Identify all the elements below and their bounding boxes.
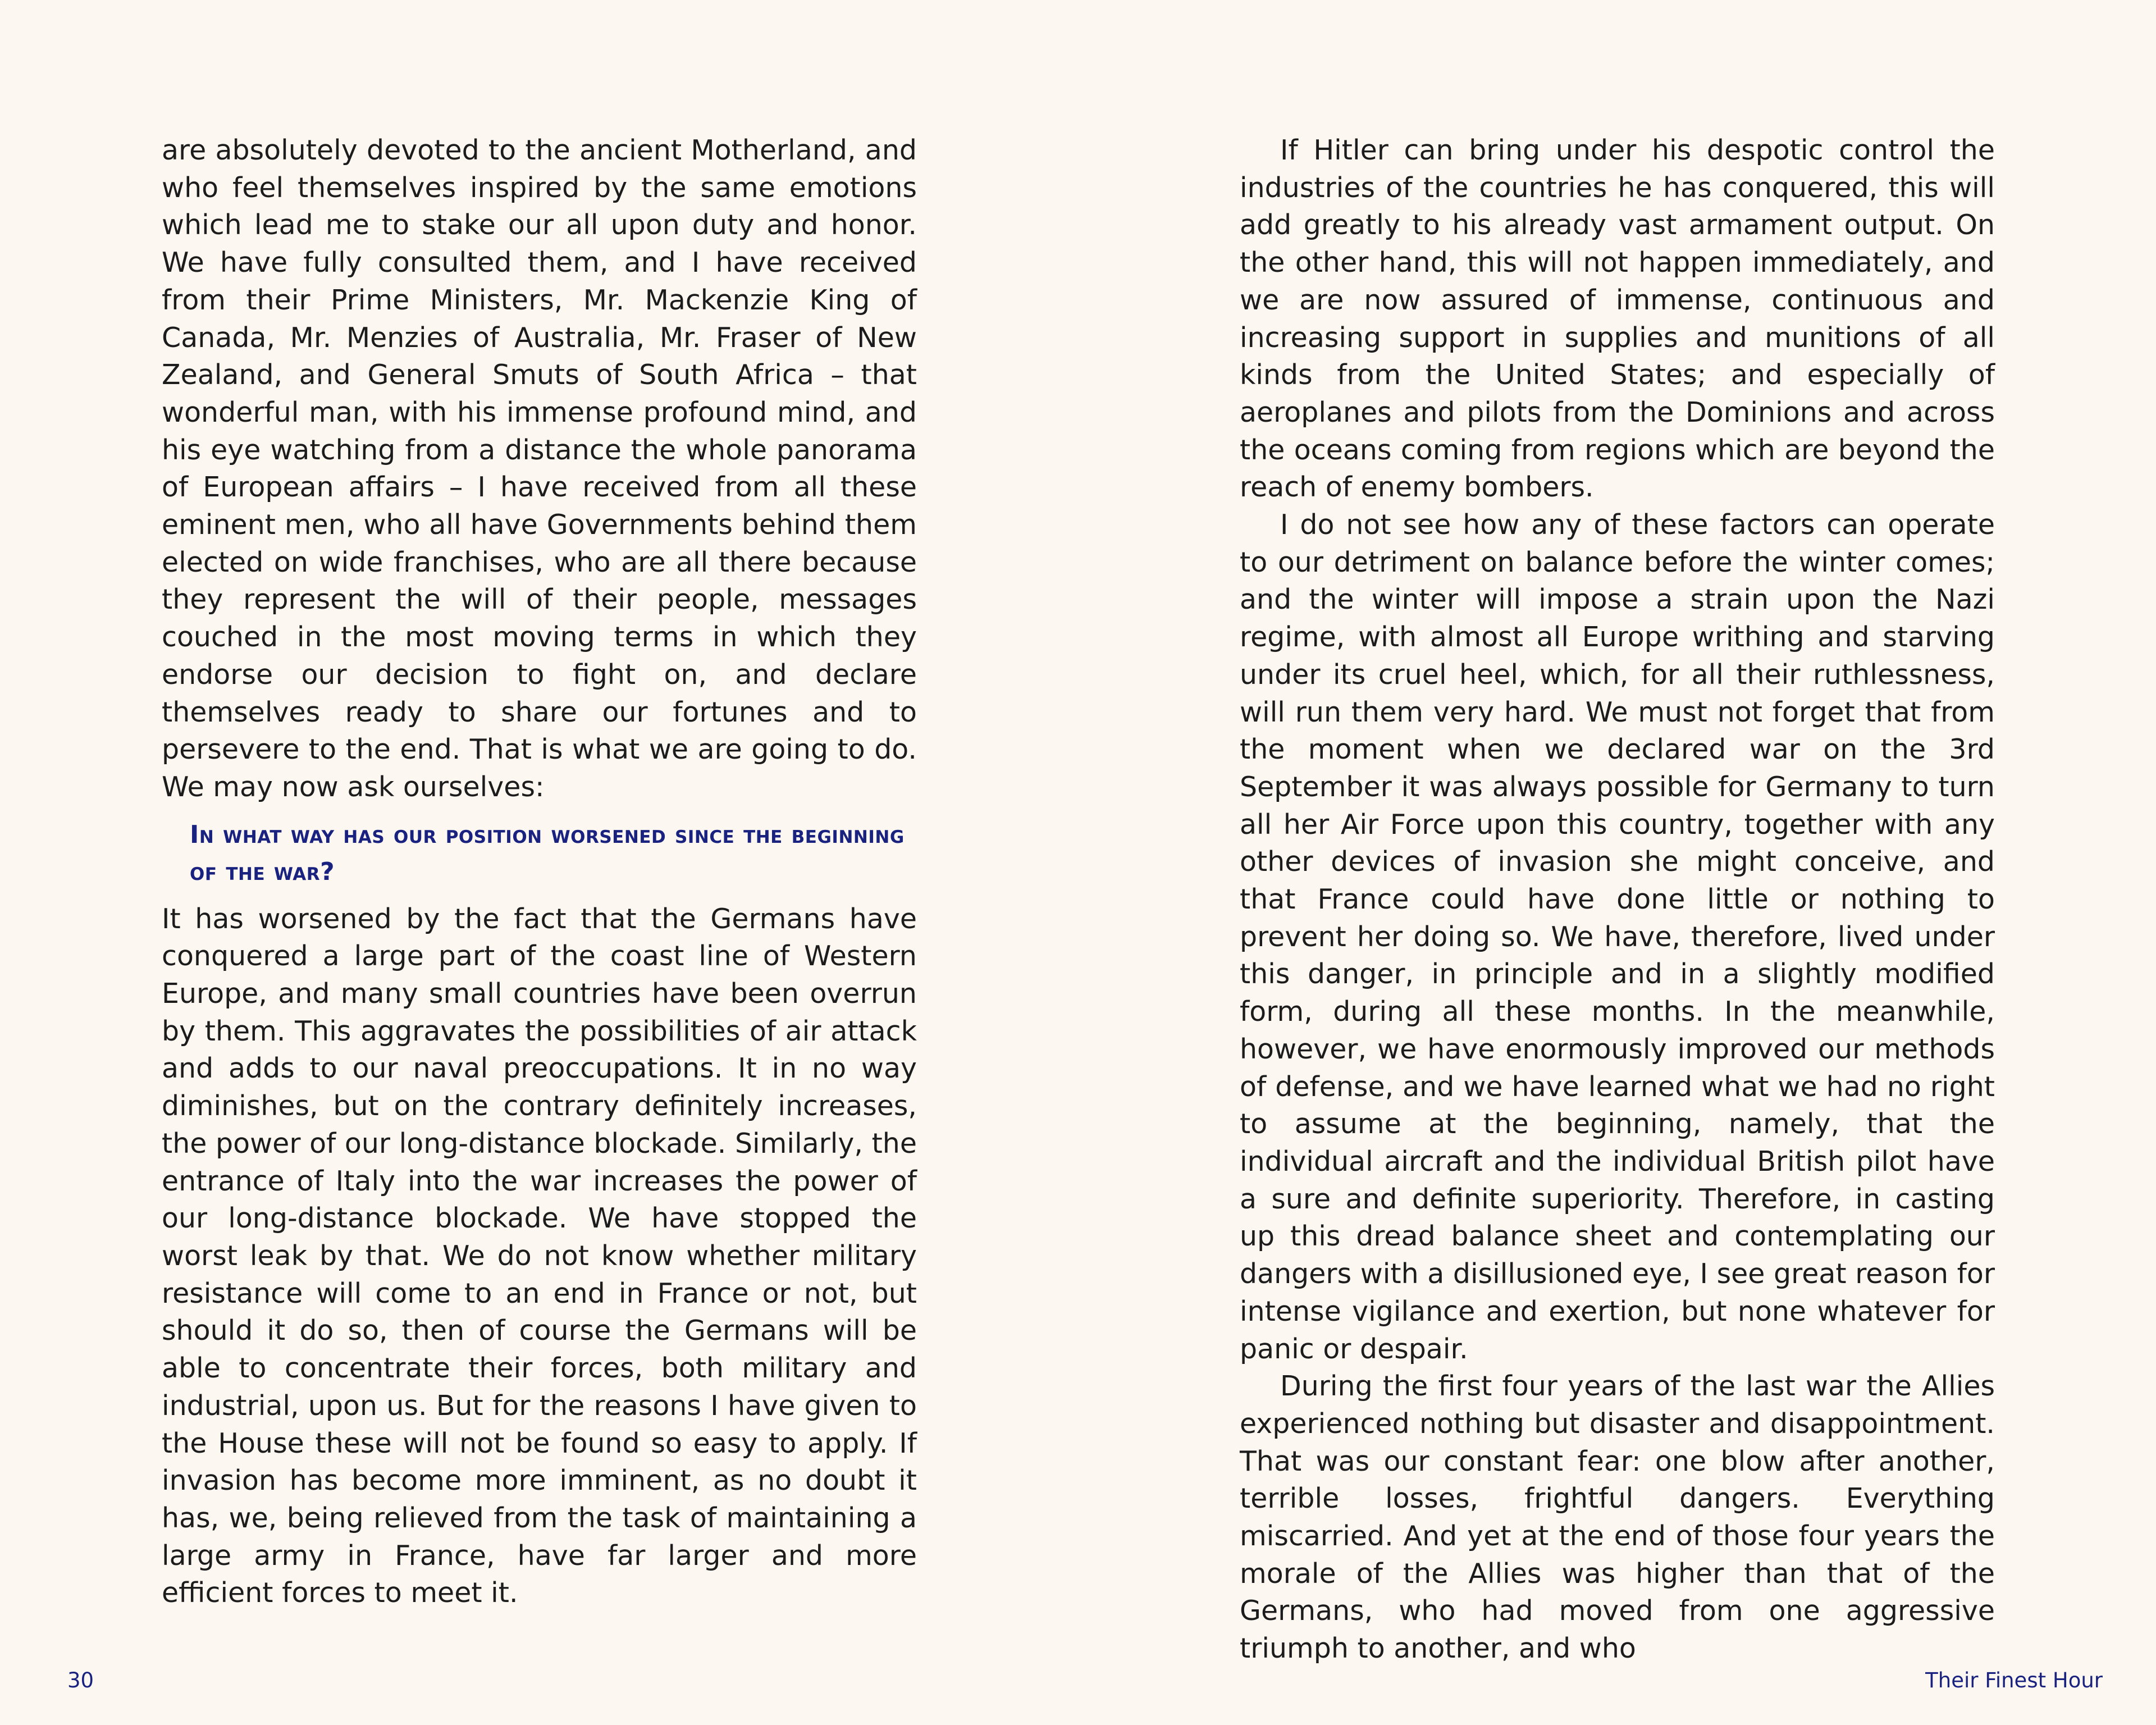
paragraph: I do not see how any of these factors can operate to our detriment on balance before the winter comes; and the winter will impose a strain upon the Nazi regime, with almost all Europe writhing and starving under its cruel heel, which, for all their ruthlessness, will run them very hard. We must not forget that from the moment when we declared war on the 3rd September it was always possible for Germany to turn all her Air Force upon this country, together with any other devices of invasion she might conceive, and that France could have done little or nothing to prevent her doing so. We have, therefore, lived under this danger, in principle and in a slightly modified form, during all these months. In the meanwhile, however, we have enormously improved our methods of defense, and we have learned what we had no right to assume at the beginning, namely, that the individual aircraft and the individual British pilot have a sure and definite superiority. Therefore, in casting up this dread balance sheet and contemplating our dangers with a disillusioned eye, I see great reason for intense vigilance and exertion, but none whatever for panic or despair. bbox=[1240, 509, 1995, 1365]
right-text-column bbox=[1240, 132, 1995, 1668]
paragraph: It has worsened by the fact that the Germans have conquered a large part of the coast line of Western Europe, and many small countries have been overrun by them. This aggravates the possibilities of air attack and adds to our naval preoccupations. It in no way diminishes, but on the contrary definitely increases, the power of our long-distance blockade. Similarly, the entrance of Italy into the war increases the power of our long-distance blockade. We have stopped the worst leak by that. We do not know whether military resistance will come to an end in France or not, but should it do so, then of course the Germans will be able to concentrate their forces, both military and industrial, upon us. But for the reasons I have given to the House these will not be found so easy to apply. If invasion has become more imminent, as no doubt it has, we, being relieved from the task of maintaining a large army in France, have far larger and more efficient forces to meet it. bbox=[162, 902, 917, 1609]
paragraph: During the first four years of the last war the Allies experienced nothing but disaster and disappointment. That was our constant fear: one blow after another, terrible losses, frightful dangers. Everything miscarried. And yet at the end of those four years the morale of the Allies was higher than that of the Germans, who had moved from one aggressive triumph to another, and who bbox=[1240, 1370, 1995, 1665]
left-text-column bbox=[162, 132, 917, 1612]
right-page bbox=[1078, 0, 2156, 1725]
paragraph: are absolutely devoted to the ancient Motherland, and who feel themselves inspired by the same emotions which lead me to stake our all upon duty and honor. We have fully consulted them, and I have received from their Prime Ministers, Mr. Mackenzie King of Canada, Mr. Menzies of Australia, Mr. Fraser of New Zealand, and General Smuts of South Africa – that wonderful man, with his immense profound mind, and his eye watching from a distance the whole panorama of European affairs – I have received from all these eminent men, who all have Governments behind them elected on wide franchises, who are all there because they represent the will of their people, messages couched in the most moving terms in which they endorse our decision to fight on, and declare themselves ready to share our fortunes and to persevere to the end. That is what we are going to do. We may now ask ourselves: bbox=[162, 134, 917, 803]
running-title: Their Finest Hour bbox=[1925, 1668, 2103, 1692]
paragraph: If Hitler can bring under his despotic control the industries of the countries he has conquered, this will add greatly to his already vast armament output. On the other hand, this will not happen immediately, and we are now assured of immense, continuous and increasing support in supplies and munitions of all kinds from the United States; and especially of aeroplanes and pilots from the Dominions and across the oceans coming from regions which are beyond the reach of enemy bombers. bbox=[1240, 134, 1995, 504]
section-subheading: In what way has our position worsened since the beginning of the war? bbox=[190, 820, 905, 886]
page-number: 30 bbox=[67, 1668, 94, 1692]
